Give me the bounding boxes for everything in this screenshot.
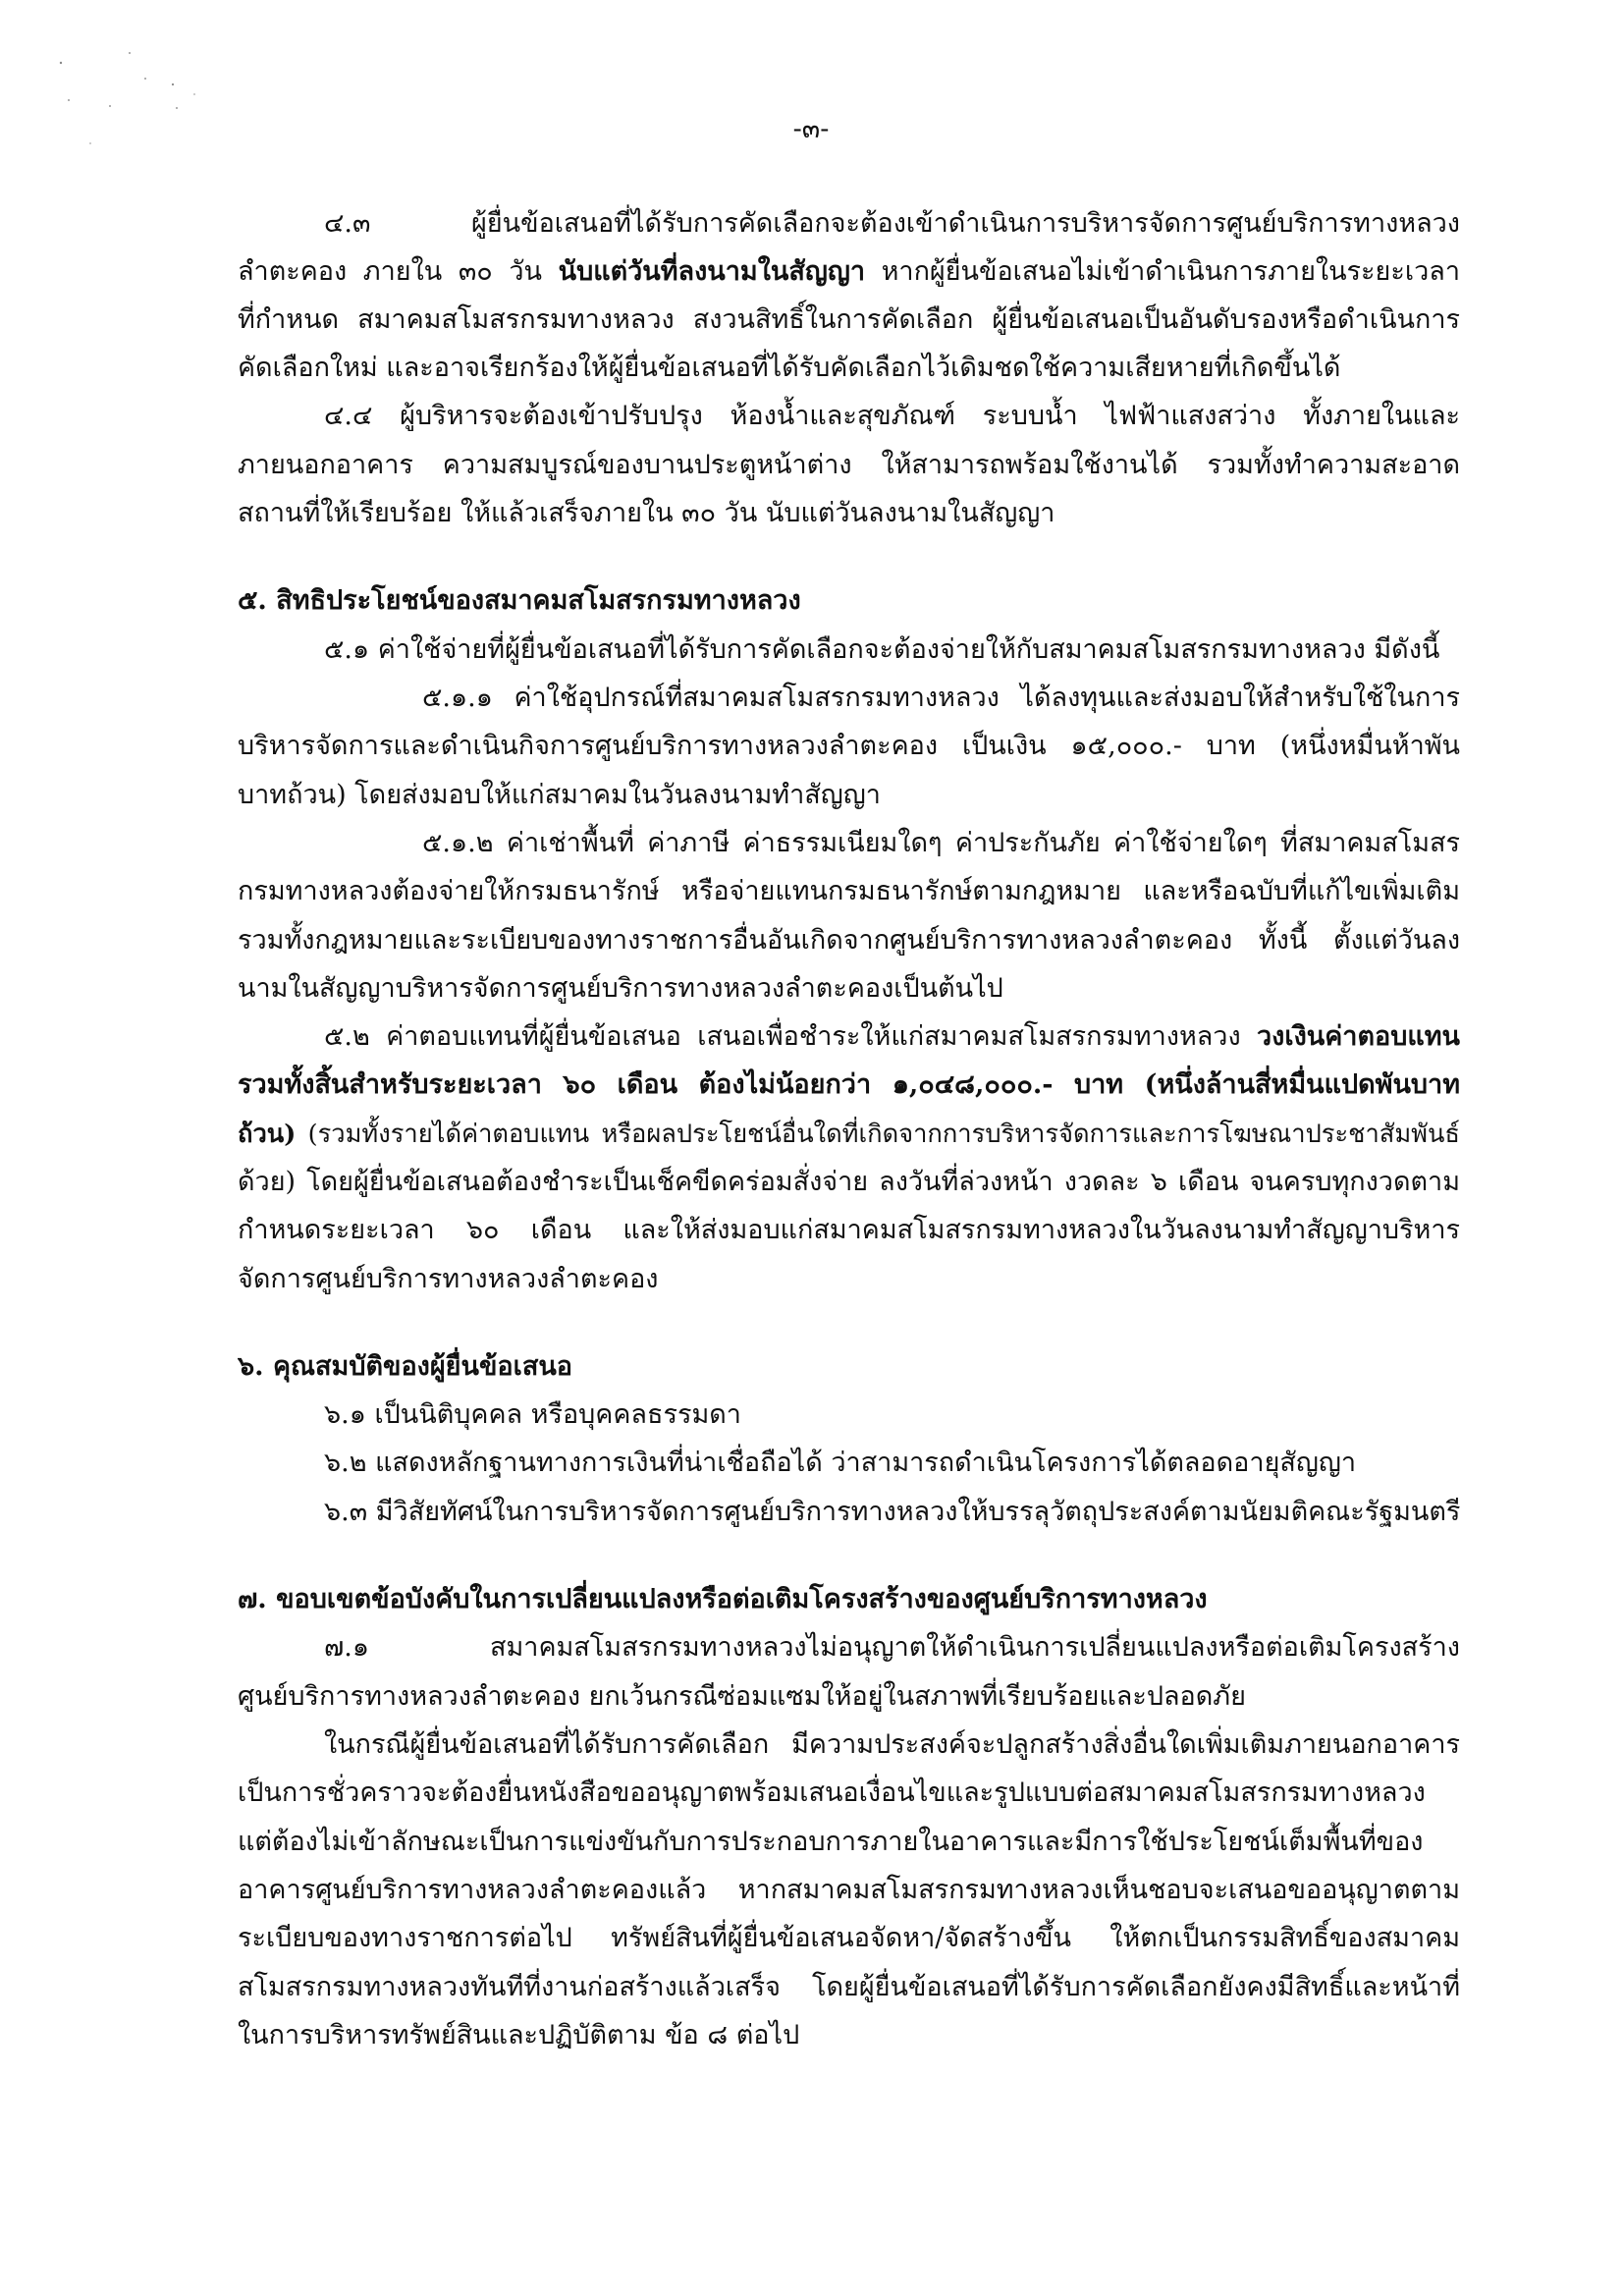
s5-2-line-1b-bold: วงเงินค่าตอบแทน <box>1257 1021 1460 1052</box>
s5-1-1-line-2: บริหารจัดการและดำเนินกิจการศูนย์บริการทางหลวงลำตะคอง เป็นเงิน ๑๕,๐๐๐.- บาท (หนึ่งหมื่นห้าพัน <box>238 731 1460 761</box>
s7-case-line-7: ในการบริหารทรัพย์สินและปฏิบัติตาม ข้อ ๘ ต่อไป <box>238 2020 800 2050</box>
scan-specks <box>39 49 216 157</box>
s6-item-2: ๖.๒ แสดงหลักฐานทางการเงินที่น่าเชื่อถือได้ ว่าสามารถดำเนินโครงการได้ตลอดอายุสัญญา <box>324 1448 1357 1478</box>
s5-2-line-3b: (รวมทั้งรายได้ค่าตอบแทน หรือผลประโยชน์อื่นใดที่เกิดจากการบริหารจัดการและการโฆษณาประชาสัมพันธ์ <box>296 1120 1460 1149</box>
s7-case-line-4: อาคารศูนย์บริการทางหลวงลำตะคองแล้ว หากสมาคมสโมสรกรมทางหลวงเห็นชอบจะเสนอขออนุญาตตาม <box>238 1875 1460 1905</box>
s4-3-line-1: ๔.๓ ผู้ยื่นข้อเสนอที่ได้รับการคัดเลือกจะต้องเข้าดำเนินการบริหารจัดการศูนย์บริการทางหลวง <box>324 208 1460 239</box>
s5-1-1-line-1: ๕.๑.๑ ค่าใช้อุปกรณ์ที่สมาคมสโมสรกรมทางหลวง ได้ลงทุนและส่งมอบให้สำหรับใช้ในการ <box>422 683 1460 713</box>
s5-2-line-4: ด้วย) โดยผู้ยื่นข้อเสนอต้องชำระเป็นเช็คขีดคร่อมสั่งจ่าย ลงวันที่ล่วงหน้า งวดละ ๖ เดือน จนครบทุกงวดตาม <box>238 1167 1460 1197</box>
s5-1-2-line-3: รวมทั้งกฎหมายและระเบียบของทางราชการอื่นอันเกิดจากศูนย์บริการทางหลวงลำตะคอง ทั้งนี้ ตั้งแต่วันลง <box>238 925 1460 956</box>
s5-1-1-line-3: บาทถ้วน) โดยส่งมอบให้แก่สมาคมในวันลงนามทำสัญญา <box>238 780 881 810</box>
s4-3-line-3: ที่กำหนด สมาคมสโมสรกรมทางหลวง สงวนสิทธิ์ในการคัดเลือก ผู้ยื่นข้อเสนอเป็นอันดับรองหรือดำเนินการ <box>238 304 1460 335</box>
s7-1-line-1: ๗.๑ สมาคมสโมสรกรมทางหลวงไม่อนุญาตให้ดำเนินการเปลี่ยนแปลงหรือต่อเติมโครงสร้าง <box>324 1632 1460 1663</box>
s7-case-line-3: แต่ต้องไม่เข้าลักษณะเป็นการแข่งขันกับการประกอบการภายในอาคารและมีการใช้ประโยชน์เต็มพื้นที่ของ <box>238 1827 1424 1857</box>
page-number: -๓- <box>792 114 830 144</box>
s5-2-line-1a: ๕.๒ ค่าตอบแทนที่ผู้ยื่นข้อเสนอ เสนอเพื่อชำระให้แก่สมาคมสโมสรกรมทางหลวง <box>324 1021 1258 1052</box>
s4-3-line-4: คัดเลือกใหม่ และอาจเรียกร้องให้ผู้ยื่นข้อเสนอที่ได้รับคัดเลือกไว้เดิมชดใช้ความเสียหายที่เกิดขึ้นได้ <box>238 353 1341 383</box>
s5-2-line-3a-bold: ถ้วน) <box>238 1120 297 1149</box>
s5-1-2-line-2: กรมทางหลวงต้องจ่ายให้กรมธนารักษ์ หรือจ่ายแทนกรมธนารักษ์ตามกฎหมาย และหรือฉบับที่แก้ไขเพิ่มเติม <box>238 876 1460 906</box>
s4-3-line-2b-bold: นับแต่วันที่ลงนามในสัญญา <box>558 256 865 287</box>
s5-1-line: ๕.๑ ค่าใช้จ่ายที่ผู้ยื่นข้อเสนอที่ได้รับการคัดเลือกจะต้องจ่ายให้กับสมาคมสโมสรกรมทางหลวง มีดังนี้ <box>324 634 1440 665</box>
s5-1-2-line-4: นามในสัญญาบริหารจัดการศูนย์บริการทางหลวงลำตะคองเป็นต้นไป <box>238 973 1003 1004</box>
s6-heading: ๖. คุณสมบัติของผู้ยื่นข้อเสนอ <box>238 1351 573 1382</box>
s5-1-2-line-1: ๕.๑.๒ ค่าเช่าพื้นที่ ค่าภาษี ค่าธรรมเนียมใดๆ ค่าประกันภัย ค่าใช้จ่ายใดๆ ที่สมาคมสโมสร <box>422 828 1460 858</box>
s7-case-line-5: ระเบียบของทางราชการต่อไป ทรัพย์สินที่ผู้ยื่นข้อเสนอจัดหา/จัดสร้างขึ้น ให้ตกเป็นกรรมสิทธิ์ของสมาคม <box>238 1923 1460 1953</box>
s5-2-line-2-bold: รวมทั้งสิ้นสำหรับระยะเวลา ๖๐ เดือน ต้องไม่น้อยกว่า ๑,๐๔๘,๐๐๐.- บาท (หนึ่งล้านสี่หมื่นแปดพันบาท <box>238 1069 1460 1100</box>
s4-3-line-2 <box>238 250 1460 294</box>
s4-4-line-2: ภายนอกอาคาร ความสมบูรณ์ของบานประตูหน้าต่าง ให้สามารถพร้อมใช้งานได้ รวมทั้งทำความสะอาด <box>238 450 1460 480</box>
s5-heading: ๕. สิทธิประโยชน์ของสมาคมสโมสรกรมทางหลวง <box>238 585 801 616</box>
s4-3-line-2c: หากผู้ยื่นข้อเสนอไม่เข้าดำเนินการภายในระยะเวลา <box>865 256 1460 287</box>
s7-heading: ๗. ขอบเขตข้อบังคับในการเปลี่ยนแปลงหรือต่อเติมโครงสร้างของศูนย์บริการทางหลวง <box>238 1584 1208 1614</box>
s7-case-line-6: สโมสรกรมทางหลวงทันทีที่งานก่อสร้างแล้วเสร็จ โดยผู้ยื่นข้อเสนอที่ได้รับการคัดเลือกยังคงมีสิทธิ์และหน้าที่ <box>238 1972 1460 2002</box>
s6-item-3: ๖.๓ มีวิสัยทัศน์ในการบริหารจัดการศูนย์บริการทางหลวงให้บรรลุวัตถุประสงค์ตามนัยมติคณะรัฐมนตรี <box>324 1497 1461 1527</box>
s6-item-1: ๖.๑ เป็นนิติบุคคล หรือบุคคลธรรมดา <box>324 1399 741 1430</box>
s7-case-line-1: ในกรณีผู้ยื่นข้อเสนอที่ได้รับการคัดเลือก มีความประสงค์จะปลูกสร้างสิ่งอื่นใดเพิ่มเติมภายนอกอาคาร <box>324 1729 1460 1760</box>
s5-2-line-6: จัดการศูนย์บริการทางหลวงลำตะคอง <box>238 1264 659 1294</box>
s4-4-line-1: ๔.๔ ผู้บริหารจะต้องเข้าปรับปรุง ห้องน้ำและสุขภัณฑ์ ระบบน้ำ ไฟฟ้าแสงสว่าง ทั้งภายในและ <box>324 401 1460 431</box>
s7-1-line-2: ศูนย์บริการทางหลวงลำตะคอง ยกเว้นกรณีซ่อมแซมให้อยู่ในสภาพที่เรียบร้อยและปลอดภัย <box>238 1681 1246 1712</box>
s4-4-line-3: สถานที่ให้เรียบร้อย ให้แล้วเสร็จภายใน ๓๐ วัน นับแต่วันลงนามในสัญญา <box>238 498 1055 528</box>
s5-2-line-5: กำหนดระยะเวลา ๖๐ เดือน และให้ส่งมอบแก่สมาคมสโมสรกรมทางหลวงในวันลงนามทำสัญญาบริหาร <box>238 1215 1460 1245</box>
s7-case-line-2: เป็นการชั่วคราวจะต้องยื่นหนังสือขออนุญาตพร้อมเสนอเงื่อนไขและรูปแบบต่อสมาคมสโมสรกรมทางหลวง <box>238 1777 1426 1808</box>
s4-3-line-2a: ลำตะคอง ภายใน ๓๐ วัน <box>238 256 559 287</box>
s5-2-line-3 <box>238 1113 1460 1156</box>
s5-2-line-1 <box>324 1015 1460 1059</box>
